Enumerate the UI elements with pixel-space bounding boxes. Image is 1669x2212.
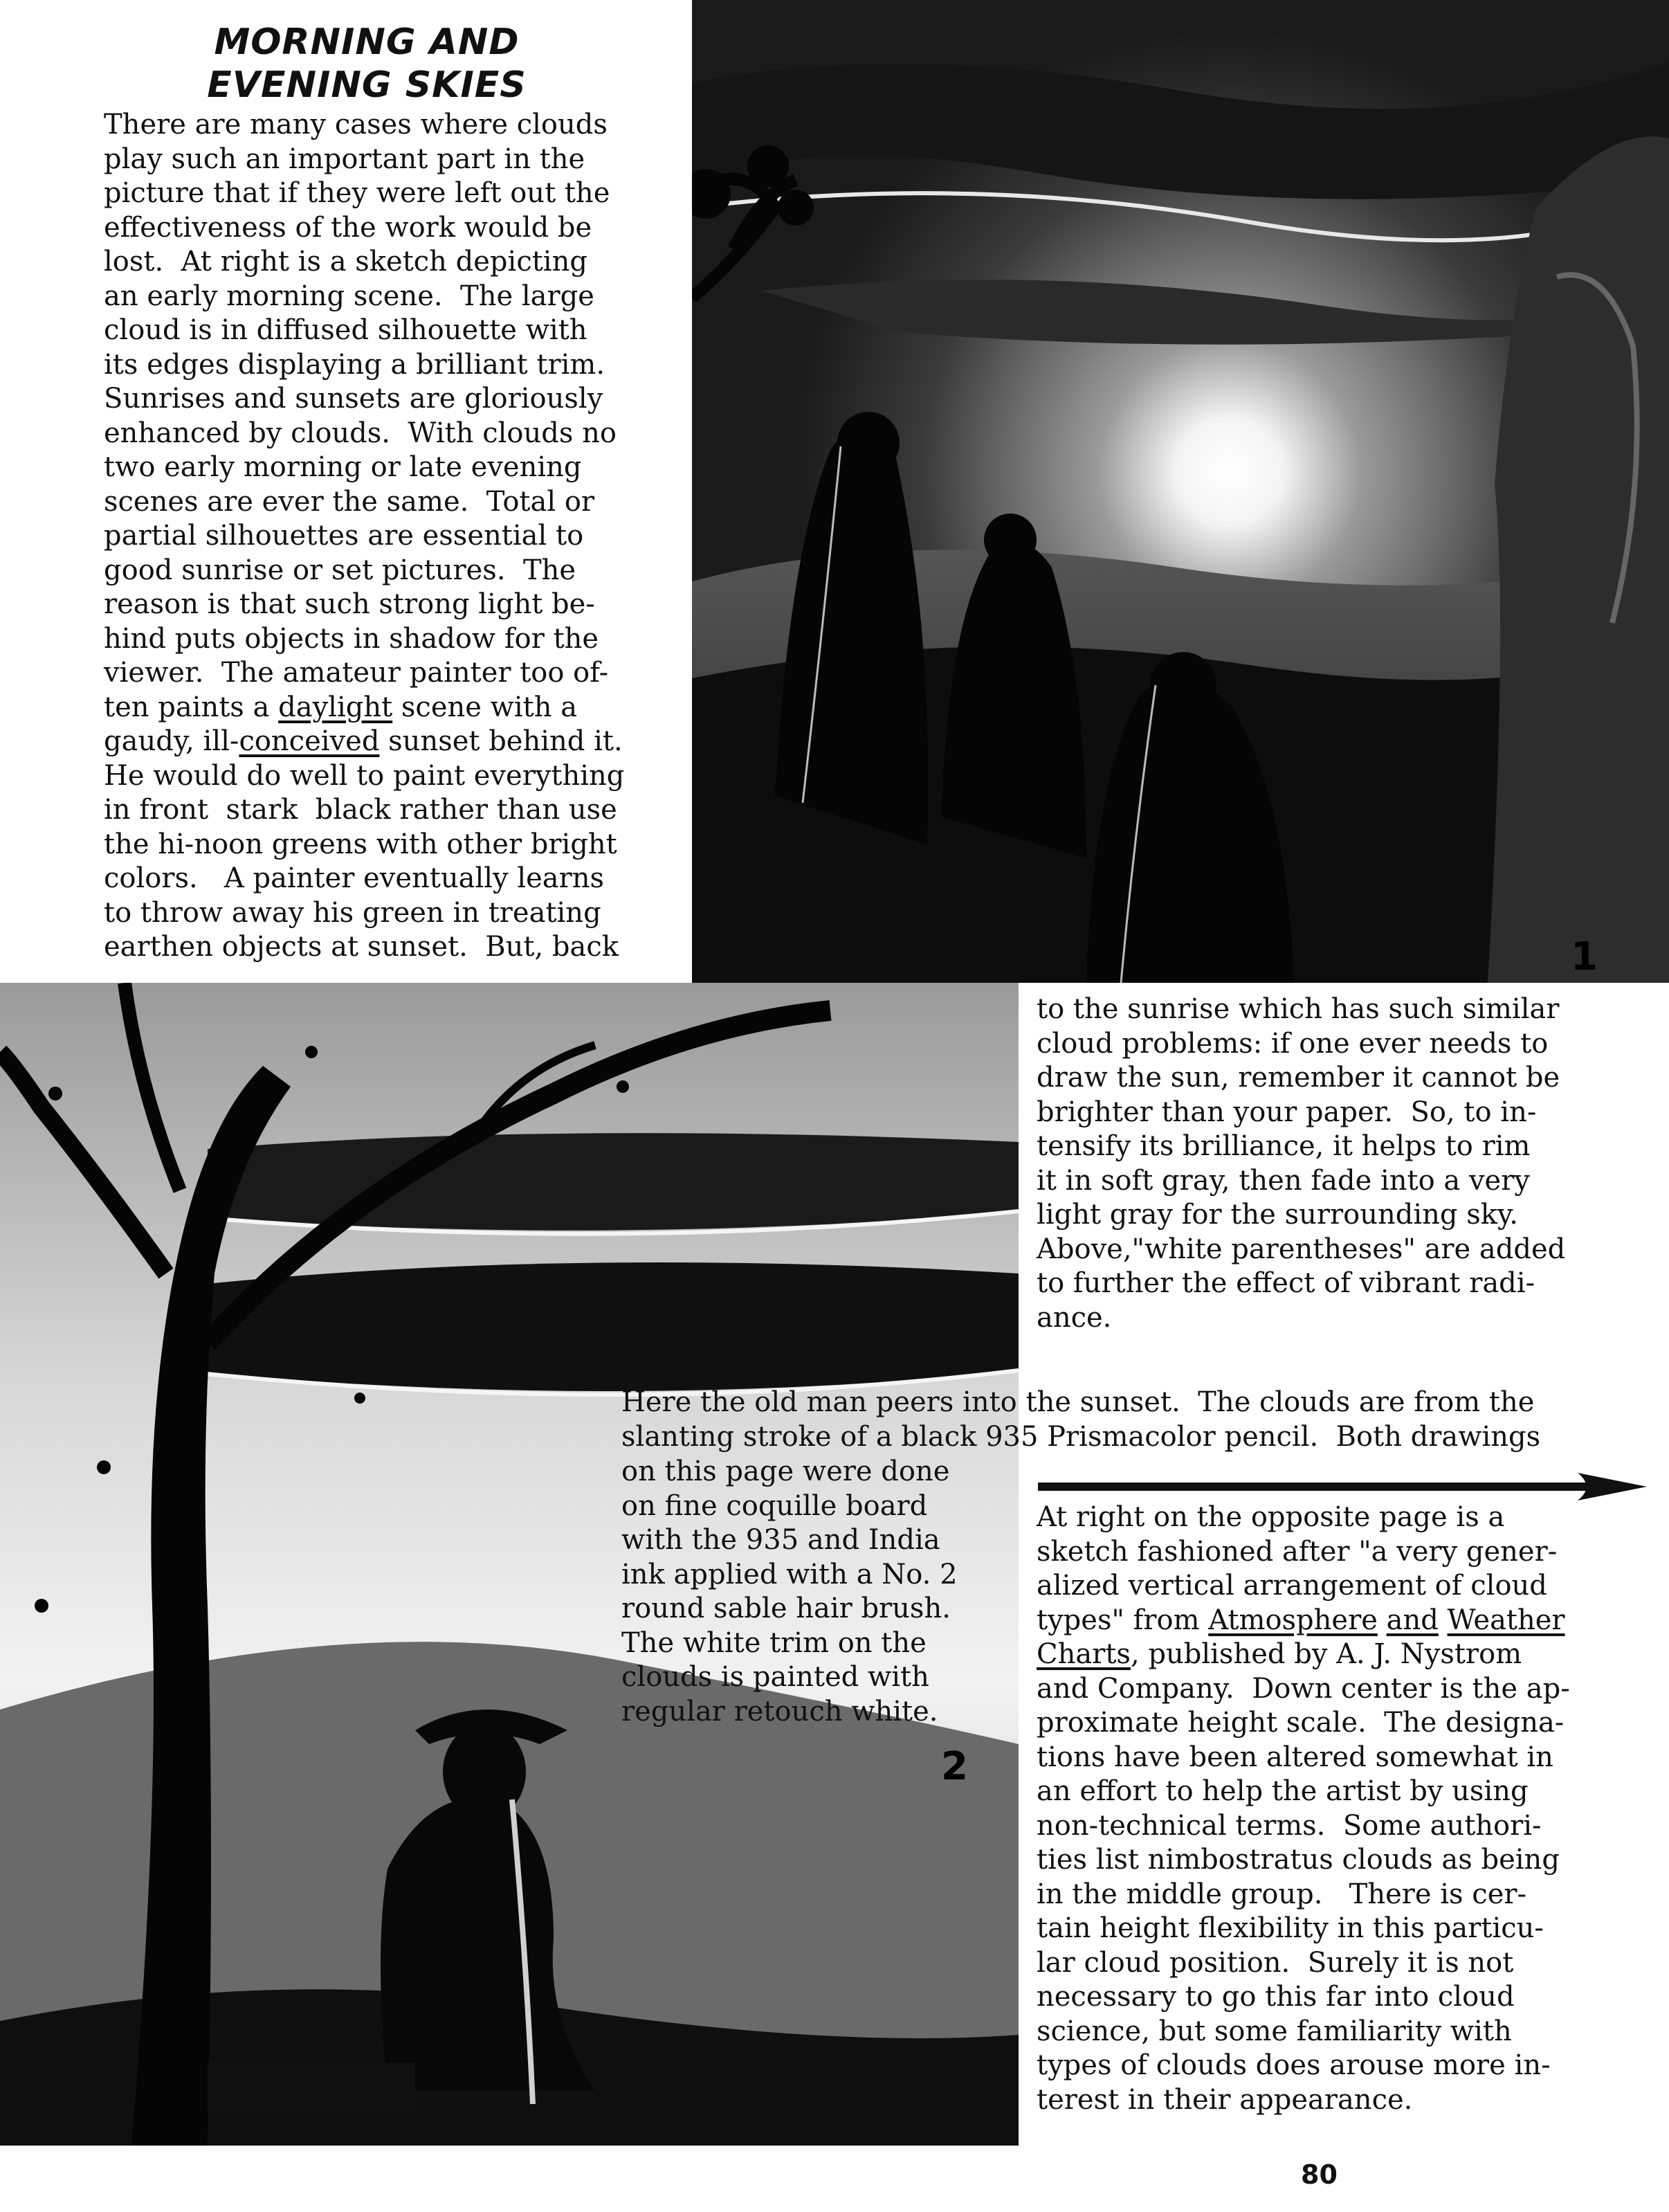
underlined-word: Atmosphere: [1208, 1604, 1378, 1636]
text-segment: scene with a: [392, 691, 578, 723]
page-number: 80: [1301, 2159, 1338, 2190]
text-line: He would do well to paint everything: [104, 759, 625, 792]
text-line: slanting stroke of a black 935 Prismacolor pencil. Both drawings: [621, 1420, 1541, 1453]
text-line: tain height flexibility in this particu-: [1037, 1912, 1544, 1944]
text-line: good sunrise or set pictures. The: [104, 554, 576, 586]
text-line: enhanced by clouds. With clouds no: [104, 417, 617, 449]
text-segment: sunset behind it.: [379, 725, 623, 757]
arrow-right-icon: [1038, 1473, 1647, 1501]
text-line: scenes are ever the same. Total or: [104, 485, 595, 518]
intro-paragraph: [104, 108, 624, 965]
text-line: science, but some familiarity with: [1037, 2015, 1512, 2047]
text-line: cloud is in diffused silhouette with: [104, 314, 587, 346]
text-line: lost. At right is a sketch depicting: [104, 246, 587, 278]
text-line: Above,"white parentheses" are added: [1037, 1233, 1566, 1265]
text-line: There are many cases where clouds: [104, 109, 608, 140]
text-line: ink applied with a No. 2: [621, 1558, 958, 1590]
text-line: [104, 725, 624, 759]
text-line: draw the sun, remember it cannot be: [1037, 1062, 1560, 1094]
text-line: [1037, 1604, 1570, 1638]
page-heading: [104, 21, 630, 107]
text-segment: [1378, 1604, 1387, 1636]
right-note-paragraph: [1037, 1501, 1570, 2117]
text-line: earthen objects at sunset. But, back: [104, 931, 619, 963]
figure-1-morning-scene: [692, 0, 1669, 983]
text-line: and Company. Down center is the ap-: [1037, 1672, 1570, 1705]
caption-narrow: [621, 1455, 958, 1729]
continued-paragraph: [1037, 992, 1565, 1335]
text-line: lar cloud position. Surely it is not: [1037, 1946, 1514, 1979]
heading-line-2: EVENING SKIES: [207, 64, 527, 106]
text-line: two early morning or late evening: [104, 451, 582, 483]
text-line: round sable hair brush.: [621, 1593, 951, 1624]
text-line: partial silhouettes are essential to: [104, 520, 584, 552]
morning-scene-illustration: [692, 0, 1669, 983]
text-line: picture that if they were left out the: [104, 177, 610, 209]
text-segment: , published by A. J. Nystrom: [1130, 1638, 1522, 1670]
text-line: cloud problems: if one ever needs to: [1037, 1027, 1549, 1060]
text-line: in the middle group. There is cer-: [1037, 1878, 1527, 1910]
text-line: Here the old man peers into the sunset. The clouds are from the: [621, 1386, 1535, 1418]
underlined-word: Weather: [1447, 1604, 1565, 1636]
text-line: an early morning scene. The large: [104, 280, 594, 312]
text-line: tensify its brilliance, it helps to rim: [1037, 1130, 1531, 1162]
text-line: proximate height scale. The designa-: [1037, 1707, 1565, 1739]
text-line: The white trim on the: [621, 1626, 927, 1659]
text-line: regular retouch white.: [621, 1695, 938, 1728]
text-line: terest in their appearance.: [1037, 2083, 1413, 2116]
text-line: its edges displaying a brilliant trim.: [104, 348, 605, 381]
text-line: hind puts objects in shadow for the: [104, 622, 599, 655]
text-line: viewer. The amateur painter too of-: [104, 657, 609, 689]
text-line: to further the effect of vibrant radi-: [1037, 1267, 1535, 1299]
text-line: light gray for the surrounding sky.: [1037, 1199, 1518, 1231]
text-line: in front stark black rather than use: [104, 794, 617, 826]
underlined-word: and: [1386, 1604, 1439, 1636]
text-line: At right on the opposite page is a: [1037, 1501, 1505, 1533]
text-line: alized vertical arrangement of cloud: [1037, 1570, 1547, 1602]
text-segment: ten paints a: [104, 691, 279, 723]
figure-2-number: 2: [941, 1744, 968, 1789]
text-line: ties list nimbostratus clouds as being: [1037, 1844, 1560, 1876]
text-line: non-technical terms. Some authori-: [1037, 1809, 1542, 1842]
text-line: on this page were done: [621, 1456, 950, 1487]
caption-wide: [621, 1386, 1540, 1454]
text-segment: types" from: [1037, 1604, 1209, 1636]
text-line: reason is that such strong light be-: [104, 588, 595, 620]
text-line: types of clouds does arouse more in-: [1037, 2049, 1551, 2081]
text-line: to the sunrise which has such similar: [1037, 993, 1560, 1025]
text-line: ance.: [1037, 1301, 1112, 1334]
text-line: sketch fashioned after "a very gener-: [1037, 1535, 1558, 1568]
text-line: to throw away his green in treating: [104, 896, 601, 929]
text-line: effectiveness of the work would be: [104, 211, 592, 244]
text-line: clouds is painted with: [621, 1661, 929, 1693]
text-line: an effort to help the artist by using: [1037, 1775, 1529, 1807]
text-line: [1037, 1638, 1570, 1672]
heading-line-1: MORNING AND: [214, 21, 520, 63]
underlined-word: daylight: [278, 691, 393, 723]
underlined-word: conceived: [239, 725, 380, 757]
text-segment: [1439, 1604, 1448, 1636]
text-line: the hi-noon greens with other bright: [104, 828, 617, 860]
text-line: it in soft gray, then fade into a very: [1037, 1164, 1530, 1197]
text-line: play such an important part in the: [104, 143, 585, 175]
text-line: necessary to go this far into cloud: [1037, 1981, 1515, 2013]
text-line: Sunrises and sunsets are gloriously: [104, 383, 603, 415]
text-line: brighter than your paper. So, to in-: [1037, 1096, 1537, 1128]
text-segment: gaudy, ill-: [104, 725, 239, 757]
text-line: tions have been altered somewhat in: [1037, 1741, 1553, 1773]
figure-1-number: 1: [1571, 934, 1598, 979]
text-line: [104, 691, 624, 725]
text-line: on fine coquille board: [621, 1489, 928, 1522]
underlined-word: Charts: [1037, 1638, 1131, 1670]
text-line: colors. A painter eventually learns: [104, 862, 605, 894]
text-line: with the 935 and India: [621, 1524, 940, 1556]
